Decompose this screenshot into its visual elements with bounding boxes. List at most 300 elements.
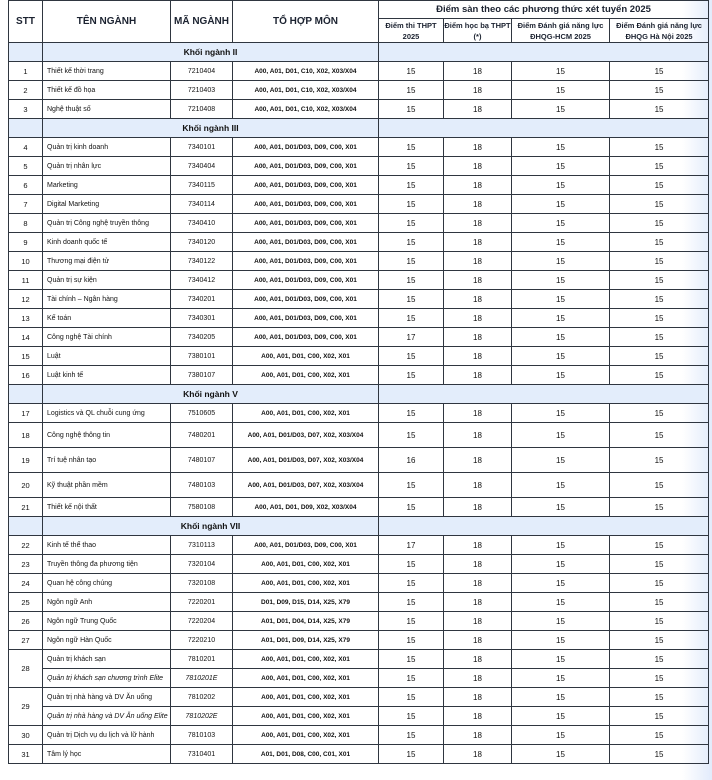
row-major-code: 7480201 — [171, 423, 233, 448]
row-score-dgnl-hcm: 15 — [512, 555, 610, 574]
row-score-hoc-ba: 18 — [444, 100, 512, 119]
row-score-thpt: 15 — [379, 233, 444, 252]
row-score-dgnl-hcm: 15 — [512, 157, 610, 176]
row-stt: 25 — [9, 593, 43, 612]
row-subject-combo: A00, A01, D01, C00, X02, X01 — [233, 574, 379, 593]
group-title: Khối ngành II — [43, 43, 379, 62]
table-row — [9, 271, 709, 290]
row-major-name: Thiết kế nội thất — [43, 498, 171, 517]
row-score-thpt: 15 — [379, 498, 444, 517]
row-subject-combo: A01, D01, D04, D14, X25, X79 — [233, 612, 379, 631]
row-score-dgnl-hn: 15 — [610, 100, 709, 119]
row-stt: 1 — [9, 62, 43, 81]
row-score-dgnl-hcm: 15 — [512, 593, 610, 612]
row-subject-combo: A00, A01, D01/D03, D09, C00, X01 — [233, 214, 379, 233]
row-score-thpt: 15 — [379, 309, 444, 328]
table-row — [9, 423, 709, 448]
row-major-code: 7310401 — [171, 745, 233, 764]
row-score-hoc-ba: 18 — [444, 498, 512, 517]
table-row — [9, 81, 709, 100]
row-stt: 24 — [9, 574, 43, 593]
row-score-hoc-ba: 18 — [444, 214, 512, 233]
table-row — [9, 100, 709, 119]
row-score-hoc-ba: 18 — [444, 309, 512, 328]
table-row — [9, 328, 709, 347]
table-row — [9, 745, 709, 764]
row-score-dgnl-hn: 15 — [610, 669, 709, 688]
row-subject-combo: A00, A01, D01/D03, D07, X02, X03/X04 — [233, 448, 379, 473]
row-score-thpt: 15 — [379, 347, 444, 366]
row-subject-combo: A00, A01, D01/D03, D09, C00, X01 — [233, 309, 379, 328]
table-row — [9, 404, 709, 423]
row-major-name: Tâm lý học — [43, 745, 171, 764]
table-row — [9, 574, 709, 593]
row-subject-combo: A00, A01, D01, C00, X02, X01 — [233, 707, 379, 726]
row-subject-combo: A00, A01, D01/D03, D07, X02, X03/X04 — [233, 473, 379, 498]
row-subject-combo: A00, A01, D01, C00, X02, X01 — [233, 726, 379, 745]
table-row — [9, 252, 709, 271]
row-score-hoc-ba: 18 — [444, 688, 512, 707]
group-cell-blank — [9, 119, 43, 138]
group-cell-blank — [9, 43, 43, 62]
row-major-code: 7810103 — [171, 726, 233, 745]
row-major-name: Quản trị Dịch vụ du lịch và lữ hành — [43, 726, 171, 745]
row-score-thpt: 15 — [379, 555, 444, 574]
row-major-code: 7810202 — [171, 688, 233, 707]
row-major-name: Quan hệ công chúng — [43, 574, 171, 593]
row-major-name: Tài chính – Ngân hàng — [43, 290, 171, 309]
row-stt: 18 — [9, 423, 43, 448]
header-method-dgnl-hn: Điểm Đánh giá năng lực ĐHQG Hà Nội 2025 — [610, 19, 709, 43]
row-major-code: 7380107 — [171, 366, 233, 385]
row-major-code: 7220210 — [171, 631, 233, 650]
table-row — [9, 536, 709, 555]
row-score-dgnl-hn: 15 — [610, 62, 709, 81]
row-score-hoc-ba: 18 — [444, 707, 512, 726]
row-major-name: Quản trị khách sạn chương trình Elite — [43, 669, 171, 688]
row-score-hoc-ba: 18 — [444, 138, 512, 157]
row-score-thpt: 15 — [379, 650, 444, 669]
row-score-dgnl-hn: 15 — [610, 726, 709, 745]
row-score-dgnl-hn: 15 — [610, 631, 709, 650]
row-score-hoc-ba: 18 — [444, 328, 512, 347]
row-score-dgnl-hn: 15 — [610, 745, 709, 764]
row-major-code: 7340120 — [171, 233, 233, 252]
row-stt: 28 — [9, 650, 43, 688]
row-major-name: Thiết kế thời trang — [43, 62, 171, 81]
row-subject-combo: A00, A01, D01, C00, X02, X01 — [233, 688, 379, 707]
row-score-thpt: 15 — [379, 404, 444, 423]
row-score-thpt: 15 — [379, 176, 444, 195]
row-stt: 6 — [9, 176, 43, 195]
row-subject-combo: A00, A01, D01, C00, X02, X01 — [233, 555, 379, 574]
row-stt: 14 — [9, 328, 43, 347]
header-score-group: Điểm sàn theo các phương thức xét tuyển 2025 — [379, 1, 709, 19]
row-score-hoc-ba: 18 — [444, 631, 512, 650]
row-major-name: Quản trị sự kiện — [43, 271, 171, 290]
header-method-dgnl-hcm: Điểm Đánh giá năng lực ĐHQG-HCM 2025 — [512, 19, 610, 43]
row-major-name: Truyền thông đa phương tiện — [43, 555, 171, 574]
row-score-dgnl-hcm: 15 — [512, 707, 610, 726]
row-major-name: Digital Marketing — [43, 195, 171, 214]
group-title: Khối ngành V — [43, 385, 379, 404]
row-stt: 2 — [9, 81, 43, 100]
row-score-hoc-ba: 18 — [444, 366, 512, 385]
row-subject-combo: A00, A01, D01, C00, X02, X01 — [233, 347, 379, 366]
row-score-dgnl-hcm: 15 — [512, 309, 610, 328]
row-subject-combo: D01, D09, D15, D14, X25, X79 — [233, 593, 379, 612]
row-stt: 23 — [9, 555, 43, 574]
row-score-dgnl-hn: 15 — [610, 688, 709, 707]
row-score-thpt: 15 — [379, 726, 444, 745]
row-score-hoc-ba: 18 — [444, 290, 512, 309]
row-major-name: Thương mại điện tử — [43, 252, 171, 271]
row-stt: 26 — [9, 612, 43, 631]
row-stt: 30 — [9, 726, 43, 745]
table-row — [9, 347, 709, 366]
row-score-dgnl-hn: 15 — [610, 195, 709, 214]
row-subject-combo: A00, A01, D01, C10, X02, X03/X04 — [233, 100, 379, 119]
row-stt: 27 — [9, 631, 43, 650]
row-subject-combo: A00, A01, D01/D03, D07, X02, X03/X04 — [233, 423, 379, 448]
table-row — [9, 195, 709, 214]
row-score-dgnl-hcm: 15 — [512, 81, 610, 100]
score-table — [8, 0, 709, 764]
row-score-dgnl-hn: 15 — [610, 448, 709, 473]
row-score-dgnl-hcm: 15 — [512, 62, 610, 81]
row-subject-combo: A00, A01, D01, C10, X02, X03/X04 — [233, 62, 379, 81]
row-score-hoc-ba: 18 — [444, 62, 512, 81]
row-score-dgnl-hn: 15 — [610, 290, 709, 309]
row-score-dgnl-hcm: 15 — [512, 404, 610, 423]
row-score-thpt: 15 — [379, 81, 444, 100]
row-stt: 19 — [9, 448, 43, 473]
group-row — [9, 385, 709, 404]
row-score-dgnl-hcm: 15 — [512, 574, 610, 593]
row-score-thpt: 15 — [379, 62, 444, 81]
row-subject-combo: A00, A01, D01/D03, D09, C00, X01 — [233, 290, 379, 309]
row-score-hoc-ba: 18 — [444, 536, 512, 555]
table-row — [9, 290, 709, 309]
row-major-name: Trí tuệ nhân tạo — [43, 448, 171, 473]
header-method-hoc-ba: Điểm học bạ THPT (*) — [444, 20, 511, 41]
row-stt: 4 — [9, 138, 43, 157]
row-stt: 7 — [9, 195, 43, 214]
row-major-name: Ngôn ngữ Trung Quốc — [43, 612, 171, 631]
row-score-hoc-ba: 18 — [444, 726, 512, 745]
table-row — [9, 157, 709, 176]
row-score-thpt: 17 — [379, 536, 444, 555]
row-stt: 11 — [9, 271, 43, 290]
row-major-name: Quản trị nhà hàng và DV Ăn uống Elite — [43, 707, 171, 726]
row-score-dgnl-hcm: 15 — [512, 688, 610, 707]
row-score-thpt: 15 — [379, 138, 444, 157]
row-major-code: 7340410 — [171, 214, 233, 233]
row-subject-combo: A00, A01, D01/D03, D09, C00, X01 — [233, 328, 379, 347]
row-score-dgnl-hn: 15 — [610, 309, 709, 328]
row-score-thpt: 15 — [379, 214, 444, 233]
row-score-thpt: 15 — [379, 195, 444, 214]
row-major-name: Công nghệ Tài chính — [43, 328, 171, 347]
header-major-name: TÊN NGÀNH — [43, 1, 171, 43]
row-score-dgnl-hn: 15 — [610, 536, 709, 555]
row-score-hoc-ba: 18 — [444, 271, 512, 290]
row-score-dgnl-hcm: 15 — [512, 745, 610, 764]
row-score-dgnl-hn: 15 — [610, 176, 709, 195]
row-score-dgnl-hcm: 15 — [512, 328, 610, 347]
row-score-dgnl-hn: 15 — [610, 707, 709, 726]
row-score-hoc-ba: 18 — [444, 81, 512, 100]
row-score-dgnl-hn: 15 — [610, 271, 709, 290]
row-subject-combo: A00, A01, D01, D09, X02, X03/X04 — [233, 498, 379, 517]
table-row — [9, 688, 709, 707]
row-major-name: Kinh doanh quốc tế — [43, 233, 171, 252]
row-major-code: 7340114 — [171, 195, 233, 214]
row-score-dgnl-hcm: 15 — [512, 650, 610, 669]
row-score-dgnl-hcm: 15 — [512, 423, 610, 448]
row-score-thpt: 15 — [379, 593, 444, 612]
row-subject-combo: A00, A01, D01/D03, D09, C00, X01 — [233, 157, 379, 176]
row-stt: 5 — [9, 157, 43, 176]
row-score-thpt: 15 — [379, 290, 444, 309]
row-subject-combo: A00, A01, D01/D03, D09, C00, X01 — [233, 536, 379, 555]
table-body — [9, 43, 709, 764]
row-major-name: Quản trị kinh doanh — [43, 138, 171, 157]
row-score-dgnl-hn: 15 — [610, 612, 709, 631]
row-score-dgnl-hn: 15 — [610, 574, 709, 593]
row-major-name: Công nghệ thông tin — [43, 423, 171, 448]
row-major-code: 7480103 — [171, 473, 233, 498]
row-stt: 22 — [9, 536, 43, 555]
row-major-code: 7810201 — [171, 650, 233, 669]
group-row — [9, 517, 709, 536]
row-score-hoc-ba: 18 — [444, 404, 512, 423]
table-row — [9, 612, 709, 631]
row-major-code: 7310113 — [171, 536, 233, 555]
row-subject-combo: A00, A01, D01/D03, D09, C00, X01 — [233, 233, 379, 252]
row-stt: 10 — [9, 252, 43, 271]
row-major-name: Logistics và QL chuỗi cung ứng — [43, 404, 171, 423]
row-score-hoc-ba: 18 — [444, 176, 512, 195]
row-score-hoc-ba: 18 — [444, 593, 512, 612]
group-cell-blank — [379, 43, 709, 62]
row-score-thpt: 15 — [379, 745, 444, 764]
table-row — [9, 138, 709, 157]
table-row — [9, 498, 709, 517]
row-score-thpt: 15 — [379, 669, 444, 688]
row-score-dgnl-hn: 15 — [610, 157, 709, 176]
row-stt: 12 — [9, 290, 43, 309]
row-score-dgnl-hcm: 15 — [512, 233, 610, 252]
row-major-name: Thiết kế đồ họa — [43, 81, 171, 100]
row-major-code: 7210408 — [171, 100, 233, 119]
row-major-code: 7320104 — [171, 555, 233, 574]
header-row — [9, 1, 709, 19]
row-score-dgnl-hcm: 15 — [512, 271, 610, 290]
row-score-hoc-ba: 18 — [444, 233, 512, 252]
row-score-dgnl-hn: 15 — [610, 328, 709, 347]
row-score-thpt: 15 — [379, 423, 444, 448]
row-score-hoc-ba: 18 — [444, 195, 512, 214]
row-score-dgnl-hn: 15 — [610, 347, 709, 366]
row-stt: 20 — [9, 473, 43, 498]
row-score-dgnl-hcm: 15 — [512, 252, 610, 271]
row-score-dgnl-hcm: 15 — [512, 726, 610, 745]
table-row — [9, 726, 709, 745]
row-score-thpt: 15 — [379, 100, 444, 119]
table-row — [9, 650, 709, 669]
row-score-dgnl-hcm: 15 — [512, 473, 610, 498]
row-subject-combo: A01, D01, D09, D14, X25, X79 — [233, 631, 379, 650]
row-score-dgnl-hcm: 15 — [512, 612, 610, 631]
row-stt: 9 — [9, 233, 43, 252]
row-major-name: Kỹ thuật phần mềm — [43, 473, 171, 498]
row-major-code: 7810201E — [171, 669, 233, 688]
row-score-dgnl-hn: 15 — [610, 81, 709, 100]
row-subject-combo: A00, A01, D01/D03, D09, C00, X01 — [233, 195, 379, 214]
row-score-hoc-ba: 18 — [444, 448, 512, 473]
row-score-thpt: 15 — [379, 366, 444, 385]
row-score-hoc-ba: 18 — [444, 669, 512, 688]
row-score-dgnl-hcm: 15 — [512, 290, 610, 309]
row-subject-combo: A00, A01, D01, C00, X02, X01 — [233, 650, 379, 669]
row-score-thpt: 15 — [379, 574, 444, 593]
row-major-code: 7810202E — [171, 707, 233, 726]
row-stt: 31 — [9, 745, 43, 764]
row-major-code: 7210403 — [171, 81, 233, 100]
table-row — [9, 669, 709, 688]
row-major-code: 7580108 — [171, 498, 233, 517]
row-score-thpt: 15 — [379, 631, 444, 650]
row-major-name: Marketing — [43, 176, 171, 195]
row-score-thpt: 15 — [379, 612, 444, 631]
row-score-thpt: 15 — [379, 473, 444, 498]
table-row — [9, 707, 709, 726]
row-major-name: Luật kinh tế — [43, 366, 171, 385]
row-score-dgnl-hn: 15 — [610, 423, 709, 448]
row-score-hoc-ba: 18 — [444, 157, 512, 176]
row-major-name: Nghệ thuật số — [43, 100, 171, 119]
row-major-code: 7340404 — [171, 157, 233, 176]
row-subject-combo: A00, A01, D01, C00, X02, X01 — [233, 366, 379, 385]
table-row — [9, 473, 709, 498]
row-major-name: Ngôn ngữ Anh — [43, 593, 171, 612]
table-row — [9, 631, 709, 650]
row-subject-combo: A01, D01, D08, C00, C01, X01 — [233, 745, 379, 764]
table-row — [9, 214, 709, 233]
row-major-code: 7480107 — [171, 448, 233, 473]
row-score-dgnl-hcm: 15 — [512, 100, 610, 119]
row-major-code: 7220204 — [171, 612, 233, 631]
header-method-thpt: Điểm thi THPT 2025 — [379, 19, 444, 43]
group-cell-blank — [379, 517, 709, 536]
row-major-code: 7210404 — [171, 62, 233, 81]
row-score-dgnl-hn: 15 — [610, 252, 709, 271]
row-major-code: 7340205 — [171, 328, 233, 347]
row-score-dgnl-hcm: 15 — [512, 195, 610, 214]
row-score-dgnl-hcm: 15 — [512, 498, 610, 517]
table-row — [9, 366, 709, 385]
row-major-name: Kế toán — [43, 309, 171, 328]
row-score-dgnl-hcm: 15 — [512, 138, 610, 157]
row-score-hoc-ba: 18 — [444, 612, 512, 631]
row-major-code: 7220201 — [171, 593, 233, 612]
row-major-code: 7340122 — [171, 252, 233, 271]
table-row — [9, 555, 709, 574]
row-score-thpt: 17 — [379, 328, 444, 347]
row-score-dgnl-hcm: 15 — [512, 214, 610, 233]
row-score-dgnl-hn: 15 — [610, 555, 709, 574]
row-score-thpt: 16 — [379, 448, 444, 473]
row-score-hoc-ba: 18 — [444, 473, 512, 498]
row-stt: 15 — [9, 347, 43, 366]
row-major-name: Quản trị nhà hàng và DV Ăn uống — [43, 688, 171, 707]
group-title: Khối ngành III — [43, 119, 379, 138]
row-score-dgnl-hcm: 15 — [512, 448, 610, 473]
group-cell-blank — [9, 385, 43, 404]
row-stt: 21 — [9, 498, 43, 517]
row-score-dgnl-hn: 15 — [610, 138, 709, 157]
row-stt: 17 — [9, 404, 43, 423]
row-score-dgnl-hn: 15 — [610, 593, 709, 612]
row-major-code: 7340412 — [171, 271, 233, 290]
row-score-hoc-ba: 18 — [444, 555, 512, 574]
row-score-dgnl-hcm: 15 — [512, 631, 610, 650]
row-score-thpt: 15 — [379, 271, 444, 290]
header-stt: STT — [9, 1, 43, 43]
row-score-hoc-ba: 18 — [444, 423, 512, 448]
row-stt: 16 — [9, 366, 43, 385]
row-major-name: Ngôn ngữ Hàn Quốc — [43, 631, 171, 650]
table-row — [9, 593, 709, 612]
group-cell-blank — [379, 385, 709, 404]
row-subject-combo: A00, A01, D01, C10, X02, X03/X04 — [233, 81, 379, 100]
row-score-hoc-ba: 18 — [444, 574, 512, 593]
row-stt: 8 — [9, 214, 43, 233]
row-score-dgnl-hcm: 15 — [512, 669, 610, 688]
row-major-name: Luật — [43, 347, 171, 366]
row-subject-combo: A00, A01, D01/D03, D09, C00, X01 — [233, 176, 379, 195]
row-score-dgnl-hn: 15 — [610, 498, 709, 517]
group-title: Khối ngành VII — [43, 517, 379, 536]
row-score-dgnl-hcm: 15 — [512, 176, 610, 195]
table-row — [9, 62, 709, 81]
row-major-name: Quản trị Công nghệ truyền thông — [43, 214, 171, 233]
group-cell-blank — [379, 119, 709, 138]
row-major-name: Quản trị khách sạn — [43, 650, 171, 669]
row-major-name: Quản trị nhân lực — [43, 157, 171, 176]
row-subject-combo: A00, A01, D01/D03, D09, C00, X01 — [233, 252, 379, 271]
row-subject-combo: A00, A01, D01/D03, D09, C00, X01 — [233, 271, 379, 290]
group-row — [9, 43, 709, 62]
row-score-dgnl-hn: 15 — [610, 366, 709, 385]
row-score-dgnl-hn: 15 — [610, 650, 709, 669]
row-score-dgnl-hn: 15 — [610, 233, 709, 252]
row-subject-combo: A00, A01, D01, C00, X02, X01 — [233, 669, 379, 688]
row-score-thpt: 15 — [379, 707, 444, 726]
row-score-dgnl-hn: 15 — [610, 473, 709, 498]
row-score-dgnl-hcm: 15 — [512, 536, 610, 555]
row-stt: 3 — [9, 100, 43, 119]
row-major-code: 7380101 — [171, 347, 233, 366]
row-major-name: Kinh tế thể thao — [43, 536, 171, 555]
row-major-code: 7340101 — [171, 138, 233, 157]
row-score-dgnl-hn: 15 — [610, 404, 709, 423]
row-major-code: 7340301 — [171, 309, 233, 328]
table-row — [9, 448, 709, 473]
row-major-code: 7320108 — [171, 574, 233, 593]
row-score-thpt: 15 — [379, 157, 444, 176]
